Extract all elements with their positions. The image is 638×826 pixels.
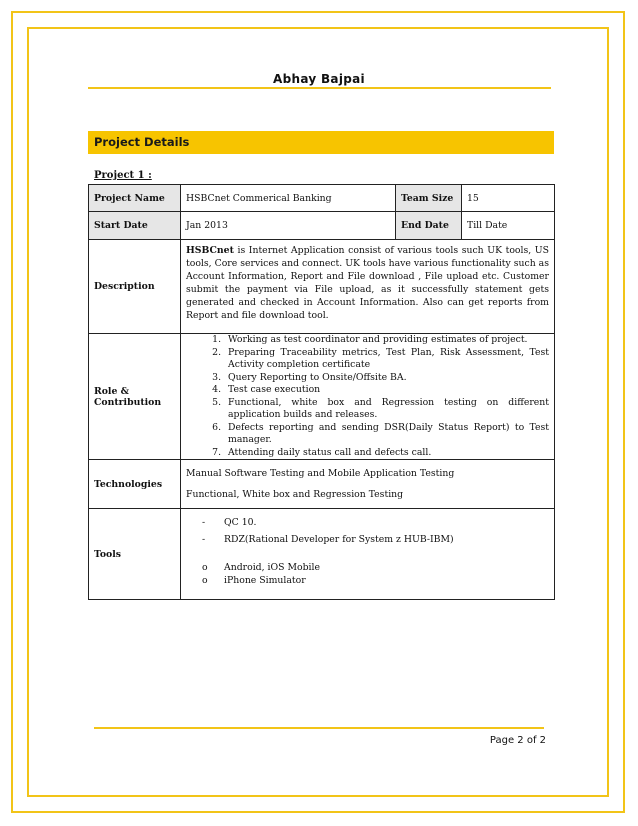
tools-dash-list bbox=[186, 516, 549, 546]
header-rule bbox=[88, 87, 551, 89]
technologies-cell bbox=[181, 460, 555, 509]
role-label bbox=[89, 334, 181, 460]
tool-text: RDZ(Rational Developer for System z HUB-IBM) bbox=[224, 534, 454, 545]
description-text bbox=[186, 244, 549, 322]
list-item bbox=[186, 533, 549, 546]
tools-circle-list bbox=[186, 561, 549, 587]
role-label-line2: Contribution bbox=[94, 396, 162, 408]
section-title: Project Details bbox=[88, 131, 554, 154]
page-number: Page 2 of 2 bbox=[489, 735, 546, 746]
table-row-role bbox=[89, 334, 555, 460]
list-item bbox=[186, 516, 549, 529]
project-name-value: HSBCnet Commerical Banking bbox=[181, 185, 396, 212]
circle-bullet-icon: o bbox=[202, 575, 208, 586]
dash-bullet-icon: - bbox=[202, 517, 206, 528]
tools-label: Tools bbox=[89, 509, 181, 600]
description-label: Description bbox=[89, 240, 181, 334]
header-name: Abhay Bajpai bbox=[273, 72, 365, 86]
table-row-project-name bbox=[89, 185, 555, 212]
table-row-tools bbox=[89, 509, 555, 600]
technology-line: Manual Software Testing and Mobile Application Testing bbox=[186, 468, 455, 479]
footer-rule bbox=[94, 727, 544, 729]
list-item: 7. Attending daily status call and defects call. bbox=[224, 447, 549, 460]
tool-text: Android, iOS Mobile bbox=[224, 562, 320, 573]
list-item: 1. Working as test coordinator and providing estimates of project. bbox=[224, 334, 549, 347]
tool-text: QC 10. bbox=[224, 517, 257, 528]
dash-bullet-icon: - bbox=[202, 534, 206, 545]
list-item: 4. Test case execution bbox=[224, 384, 549, 397]
list-item: 3. Query Reporting to Onsite/Offsite BA. bbox=[224, 372, 549, 385]
role-label-line1: Role & bbox=[94, 385, 130, 397]
list-item bbox=[186, 574, 549, 587]
end-date-value: Till Date bbox=[462, 212, 555, 240]
team-size-value: 15 bbox=[462, 185, 555, 212]
list-item: 5. Functional, white box and Regression testing on different application builds and releases. bbox=[224, 397, 549, 422]
project-details-table bbox=[88, 184, 555, 600]
team-size-label: Team Size bbox=[396, 185, 462, 212]
end-date-label: End Date bbox=[396, 212, 462, 240]
circle-bullet-icon: o bbox=[202, 562, 208, 573]
description-cell bbox=[181, 240, 555, 334]
tools-cell bbox=[181, 509, 555, 600]
list-item: 6. Defects reporting and sending DSR(Daily Status Report) to Test manager. bbox=[224, 422, 549, 447]
role-list bbox=[186, 334, 549, 459]
project-label: Project 1 : bbox=[94, 170, 152, 181]
start-date-label: Start Date bbox=[89, 212, 181, 240]
technology-line: Functional, White box and Regression Testing bbox=[186, 489, 404, 500]
technologies-label: Technologies bbox=[89, 460, 181, 509]
list-item: 2. Preparing Traceability metrics, Test Plan, Risk Assessment, Test Activity completion certificate bbox=[224, 347, 549, 372]
table-row-dates bbox=[89, 212, 555, 240]
table-row-description bbox=[89, 240, 555, 334]
start-date-value: Jan 2013 bbox=[181, 212, 396, 240]
list-item bbox=[186, 561, 549, 574]
project-name-label: Project Name bbox=[89, 185, 181, 212]
tool-text: iPhone Simulator bbox=[224, 575, 306, 586]
role-cell bbox=[181, 334, 555, 460]
table-row-technologies bbox=[89, 460, 555, 509]
description-body: is Internet Application consist of various tools such UK tools, US tools, Core services and connect. UK tools have various functionality such as Account Information, Report and File download , File upload etc. Customer submit the payment via File upload, as it successfully statement gets generated and checked in Account Information. Also can get reports from Report and file download tool. bbox=[186, 245, 549, 321]
description-lead: HSBCnet bbox=[186, 245, 234, 256]
